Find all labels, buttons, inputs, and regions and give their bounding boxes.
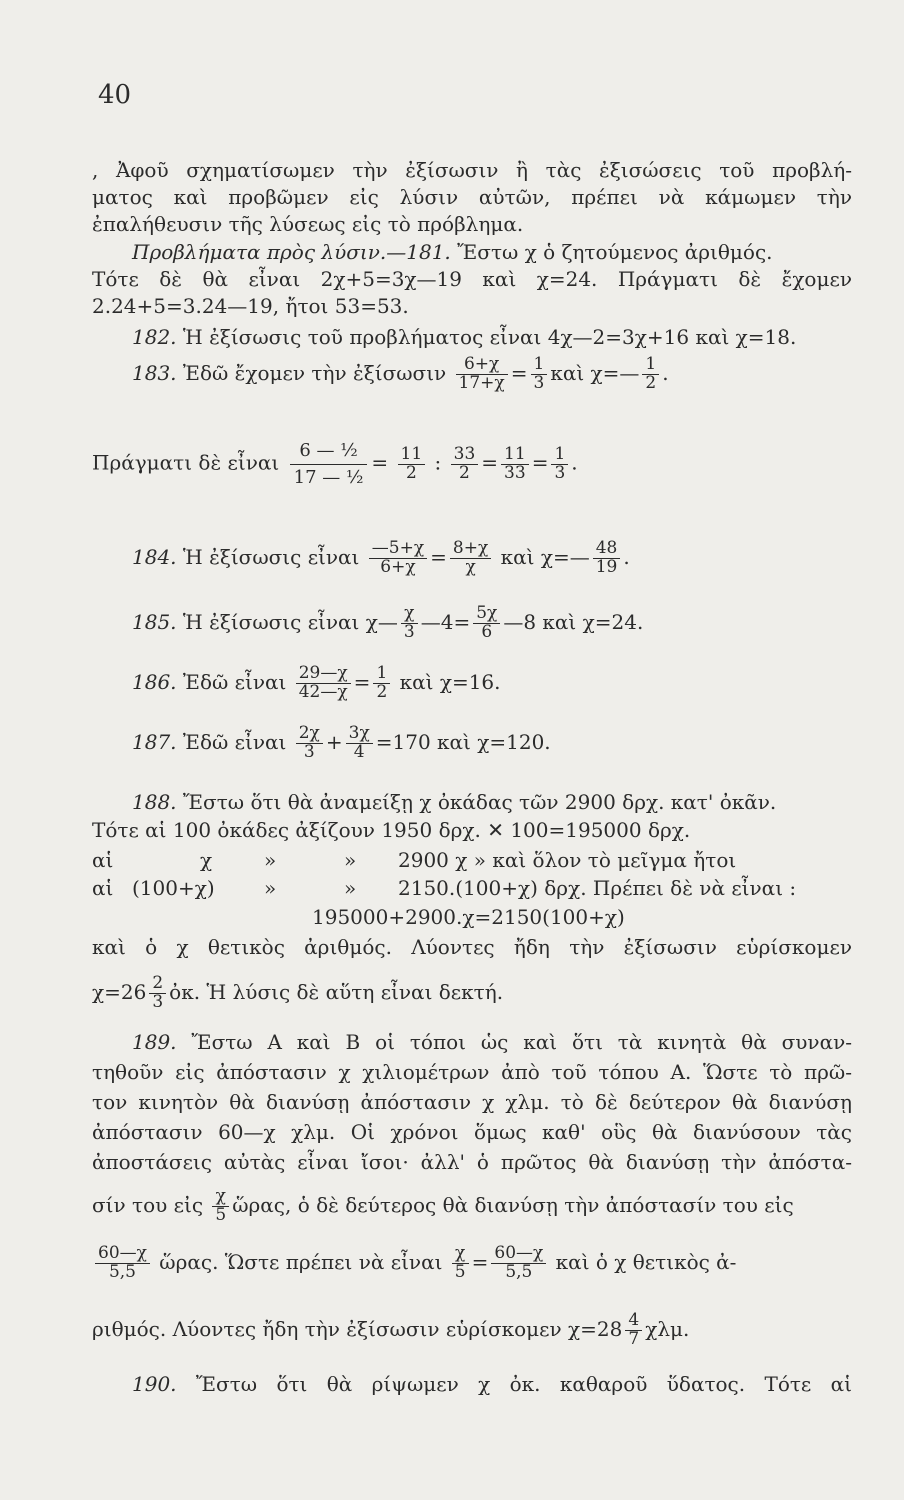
problem-183-check: Πράγματι δὲ εἶναι $\frac{\text{6 — ½}}{\text{17 — ½}}$ = $\frac{11}{2}$ : $\frac{33}{2}$ = $\frac{11}{33}$ = $\frac{1}{3}$ . (92, 440, 578, 488)
fraction: $\frac{11}{33}$ (501, 446, 529, 483)
problem-number: 182. (132, 325, 177, 349)
page-number: 40 (98, 80, 132, 110)
problem-189-line-2: τηθοῦν εἰς ἀπόστασιν χ χιλιομέτρων ἀπὸ τοῦ τόπου Α. Ὥστε τὸ πρῶ- (92, 1060, 852, 1084)
fraction: $\frac{5\chi}{6}$ (473, 605, 500, 642)
problem-187: 187. Ἐδῶ εἶναι $\frac{2\chi}{3}$ + $\frac{3\chi}{4}$ =170 καὶ χ=120. (132, 723, 551, 762)
fraction: $\frac{1}{3}$ (551, 446, 568, 483)
fraction: $\frac{2\chi}{3}$ (296, 725, 323, 762)
problem-number: 189. (132, 1030, 177, 1054)
problem-189: 189. Ἔστω Α καὶ Β οἱ τόποι ὡς καὶ ὅτι τὰ κινητὰ θὰ συναν- (132, 1030, 852, 1054)
fraction: $\frac{8+\chi}{\chi}$ (450, 540, 491, 577)
fraction: $\frac{33}{2}$ (451, 446, 479, 483)
problem-number: 183. (132, 360, 177, 385)
intro-line-2: ματος καὶ προβῶμεν εἰς λύσιν αὐτῶν, πρέπει νὰ κάμωμεν τὴν (92, 185, 852, 209)
problem-189-line-8: ριθμός. Λύοντες ἤδη τὴν ἐξίσωσιν εὑρίσκομεν χ=28 $\frac{4}{7}$ χλμ. (92, 1310, 690, 1349)
fraction: $\frac{60—\chi}{5,5}$ (95, 1245, 150, 1282)
complex-fraction: $\frac{\text{6 — ½}}{\text{17 — ½}}$ (290, 440, 368, 488)
problem-number: 190. (132, 1372, 177, 1396)
problem-188: 188. Ἔστω ὅτι θὰ ἀναμείξῃ χ ὀκάδας τῶν 2900 δρχ. κατ' ὀκᾶν. (132, 790, 777, 814)
problem-188-line-6: καὶ ὁ χ θετικὸς ἀριθμός. Λύοντες ἤδη τὴν ἐξίσωσιν εὑρίσκομεν (92, 935, 852, 959)
problem-189-line-4: ἀπόστασιν 60—χ χλμ. Οἱ χρόνοι ὅμως καθ' οὓς θὰ διανύσουν τὰς (92, 1120, 852, 1144)
problem-188-equation: 195000+2900.χ=2150(100+χ) (312, 905, 625, 929)
fraction: $\frac{1}{2}$ (642, 356, 659, 393)
problem-189-line-6: σίν του εἰς $\frac{\chi}{5}$ ὥρας, ὁ δὲ δεύτερος θὰ διανύσῃ τὴν ἀπόστασίν του εἰς (92, 1186, 794, 1225)
problem-188-line-2: Τότε αἱ 100 ὀκάδες ἀξίζουν 1950 δρχ. ✕ 100=195000 δρχ. (92, 818, 691, 842)
problem-182: 182. Ἡ ἐξίσωσις τοῦ προβλήματος εἶναι 4χ—2=3χ+16 καὶ χ=18. (132, 325, 797, 349)
fraction: $\frac{\chi}{3}$ (401, 605, 418, 642)
fraction: $\frac{1}{2}$ (373, 665, 390, 702)
problem-183: 183. Ἐδῶ ἔχομεν τὴν ἐξίσωσιν $\frac{6+\chi}{17+\chi}$ = $\frac{1}{3}$ καὶ χ=— $\frac{1}{2}$ . (132, 354, 669, 393)
fraction: $\frac{1}{3}$ (531, 356, 548, 393)
fraction: $\frac{29—\chi}{42—\chi}$ (296, 665, 351, 702)
problem-181: Προβλήματα πρὸς λύσιν.—181. Ἔστω χ ὁ ζητούμενος ἀριθμός. (132, 240, 773, 264)
problem-number: 188. (132, 790, 177, 814)
fraction: $\frac{11}{2}$ (398, 446, 426, 483)
problem-number: 186. (132, 669, 177, 694)
fraction: $\frac{2}{3}$ (149, 975, 166, 1012)
fraction: $\frac{\chi}{5}$ (452, 1245, 469, 1282)
problem-189-line-5: ἀποστάσεις αὐτὰς εἶναι ἴσοι· ἀλλ' ὁ πρῶτος θὰ διανύσῃ τὴν ἀπόστα- (92, 1150, 852, 1174)
fraction: $\frac{—5+\chi}{6+\chi}$ (369, 540, 427, 577)
problem-181-line-2: Τότε δὲ θὰ εἶναι 2χ+5=3χ—19 καὶ χ=24. Πράγματι δὲ ἔχομεν (92, 267, 852, 291)
problem-188-line-7: χ=26 $\frac{2}{3}$ ὀκ. Ἡ λύσις δὲ αὕτη εἶναι δεκτή. (92, 973, 504, 1012)
problem-number: 187. (132, 729, 177, 754)
fraction: $\frac{60—\chi}{5,5}$ (491, 1245, 546, 1282)
problem-189-line-7: $\frac{60—\chi}{5,5}$ ὥρας. Ὥστε πρέπει νὰ εἶναι $\frac{\chi}{5}$ = $\frac{60—\chi}{5,5}$ καὶ ὁ χ θετικὸς ἀ- (92, 1245, 852, 1282)
intro-line-1: , Ἀφοῦ σχηματίσωμεν τὴν ἐξίσωσιν ἢ τὰς ἐξισώσεις τοῦ προβλή- (92, 158, 852, 182)
problem-189-line-3: τον κινητὸν θὰ διανύσῃ ἀπόστασιν χ χλμ. τὸ δὲ δεύτερον θὰ διανύσῃ (92, 1090, 852, 1114)
fraction: $\frac{3\chi}{4}$ (346, 725, 373, 762)
problem-number: 185. (132, 609, 177, 634)
book-page: 40 , Ἀφοῦ σχηματίσωμεν τὴν ἐξίσωσιν ἢ τὰς ἐξισώσεις τοῦ προβλή- ματος καὶ προβῶμεν εἰς λύσιν αὐτῶν, πρέπει νὰ κάμωμεν τὴν ἐπαλήθευσιν τῆς λύσεως εἰς τὸ πρόβλημα. Προβλήματα πρὸς λύσιν.—181. Ἔστω χ ὁ ζητούμενος ἀριθμός. Τότε δὲ θὰ εἶναι 2χ+5=3χ—19 καὶ χ=24. Πράγματι δὲ ἔχομεν 2.24+5=3.24—19, ἤτοι 53=53. 182. Ἡ ἐξίσωσις τοῦ προβλήματος εἶναι 4χ—2=3χ+16 καὶ χ=18. 183. Ἐδῶ ἔχομεν τὴν ἐξίσωσιν $\frac{6+\chi}{17+\chi}$ = $\frac{1}{3}$ καὶ χ=— $\frac{1}{2}$ . Πράγματι δὲ εἶναι $\frac{\text{6 — ½}}{\text{17 — ½}}$ = $\frac{11}{2}$ : $\frac{33}{2}$ = $\frac{11}{33}$ = $\frac{1}{3}$ . 184. Ἡ ἐξίσωσις εἶναι $\frac{—5+\chi}{6+\chi}$ = $\frac{8+\chi}{\chi}$ καὶ χ=— $\frac{48}{19}$ . 185. Ἡ ἐξίσωσις εἶναι χ— $\frac{\chi}{3}$ —4= $\frac{5\chi}{6}$ —8 καὶ χ=24. 186. Ἐδῶ εἶναι $\frac{29—\chi}{42—\chi}$ = $\frac{1}{2}$ καὶ χ=16. 187. Ἐδῶ εἶναι $\frac{2\chi}{3}$ + $\frac{3\chi}{4}$ =170 καὶ χ=120. 188. Ἔστω ὅτι θὰ ἀναμείξῃ χ ὀκάδας τῶν 2900 δρχ. κατ' ὀκᾶν. Τότε αἱ 100 ὀκάδες ἀξίζουν 1950 δρχ. ✕ 100=195000 δρχ. αἱ χ » » 2900 χ » καὶ ὅλον τὸ μεῖγμα ἤτοι αἱ (100+χ) » » 2150.(100+χ) δρχ. Πρέπει δὲ νὰ εἶναι : 195000+2900.χ=2150(100+χ) καὶ ὁ χ θετικὸς ἀριθμός. Λύοντες ἤδη τὴν ἐξίσωσιν εὑρίσκομεν χ=26 $\frac{2}{3}$ ὀκ. Ἡ λύσις δὲ αὕτη εἶναι δεκτή. 189. Ἔστω Α καὶ Β οἱ τόποι ὡς καὶ ὅτι τὰ κινητὰ θὰ συναν- τηθοῦν εἰς ἀπόστασιν χ χιλιομέτρων ἀπὸ τοῦ τόπου Α. Ὥστε τὸ πρῶ- τον κινητὸν θὰ διανύσῃ ἀπόστασιν χ χλμ. τὸ δὲ δεύτερον θὰ διανύσῃ ἀπόστασιν 60—χ χλμ. Οἱ χρόνοι ὅμως καθ' οὓς θὰ διανύσουν τὰς ἀποστάσεις αὐτὰς εἶναι ἴσοι· ἀλλ' ὁ πρῶτος θὰ διανύσῃ τὴν ἀπόστα- σίν του εἰς $\frac{\chi}{5}$ ὥρας, ὁ δὲ δεύτερος θὰ διανύσῃ τὴν ἀπόστασίν του εἰς $\frac{60—\chi}{5,5}$ ὥρας. Ὥστε πρέπει νὰ εἶναι $\frac{\chi}{5}$ = $\frac{60—\chi}{5,5}$ καὶ ὁ χ θετικὸς ἀ- ριθμός. Λύοντες ἤδη τὴν ἐξίσωσιν εὑρίσκομεν χ=28 $\frac{4}{7}$ χλμ. 190. Ἔστω ὅτι θὰ ρίψωμεν χ ὀκ. καθαροῦ ὕδατος. Τότε αἱ (0, 0, 904, 1500)
intro-line-3: ἐπαλήθευσιν τῆς λύσεως εἰς τὸ πρόβλημα. (92, 212, 524, 236)
problem-186: 186. Ἐδῶ εἶναι $\frac{29—\chi}{42—\chi}$ = $\frac{1}{2}$ καὶ χ=16. (132, 663, 501, 702)
problem-190: 190. Ἔστω ὅτι θὰ ρίψωμεν χ ὀκ. καθαροῦ ὕδατος. Τότε αἱ (132, 1372, 852, 1396)
fraction: $\frac{4}{7}$ (625, 1312, 642, 1349)
fraction: $\frac{48}{19}$ (593, 540, 621, 577)
problem-184: 184. Ἡ ἐξίσωσις εἶναι $\frac{—5+\chi}{6+\chi}$ = $\frac{8+\chi}{\chi}$ καὶ χ=— $\frac{48}{19}$ . (132, 538, 630, 577)
section-heading: Προβλήματα πρὸς λύσιν.—181. (132, 240, 451, 264)
fraction: $\frac{\chi}{5}$ (212, 1188, 229, 1225)
problem-185: 185. Ἡ ἐξίσωσις εἶναι χ— $\frac{\chi}{3}$ —4= $\frac{5\chi}{6}$ —8 καὶ χ=24. (132, 603, 644, 642)
problem-181-line-3: 2.24+5=3.24—19, ἤτοι 53=53. (92, 294, 409, 318)
problem-number: 184. (132, 544, 177, 569)
fraction: $\frac{6+\chi}{17+\chi}$ (456, 356, 508, 393)
